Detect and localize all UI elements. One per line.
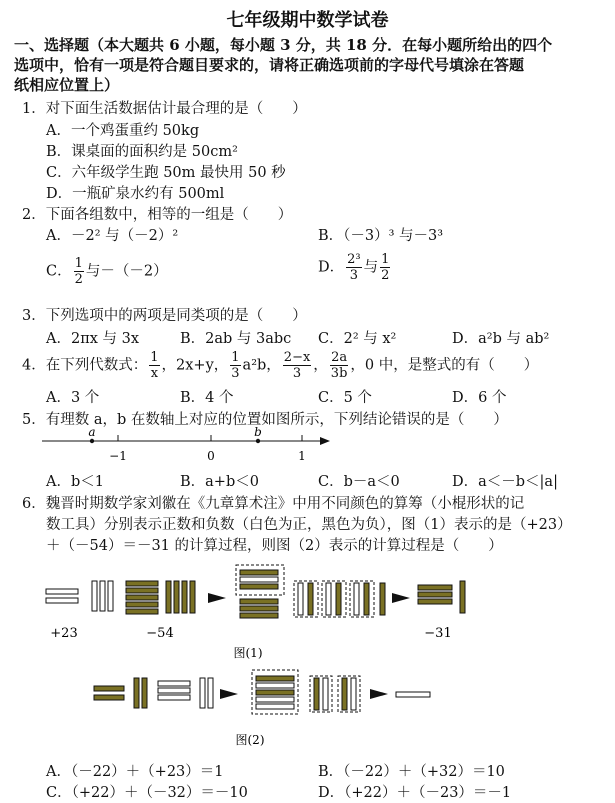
fig2-caption: 图(2) [235, 733, 265, 747]
q2-stem: 2．下面各组数中，相等的一组是（ ） [22, 207, 293, 223]
q4-term5: $\frac{2a}{3b}$ [330, 350, 348, 381]
q5-stem: 5．有理数 a，b 在数轴上对应的位置如图所示，下列结论错误的是（ ） [22, 412, 508, 428]
section-heading-line1: 一、选择题（本大题共 6 小题，每小题 3 分，共 18 分．在每小题所给出的四个 [14, 36, 553, 54]
q3-stem: 3．下列选项中的两项是同类项的是（ ） [22, 308, 307, 324]
q4-option-c: C．5 个 [318, 390, 372, 406]
axis-tick-1: 1 [298, 449, 306, 463]
q2-d-label: D． [318, 259, 345, 276]
figure-1-counting-rods [40, 555, 560, 665]
q2-c-fraction: $\frac{1}{2}$ [74, 256, 83, 287]
q5-option-b: B．a+b＜0 [180, 474, 259, 490]
q2-option-c [46, 256, 168, 287]
figure-2-counting-rods [40, 668, 560, 754]
q3-option-c: C．2² 与 x² [318, 331, 397, 347]
fig1-label-plus23: +23 [50, 626, 78, 641]
fig1-label-minus31: −31 [424, 626, 452, 641]
page-title: 七年级期中数学试卷 [226, 10, 389, 31]
q4-option-a: A．3 个 [46, 390, 100, 406]
arrow-icon [370, 689, 388, 699]
q4-term3: $\frac{1}{3}$ [231, 350, 240, 381]
q6-option-b: B．（－22）＋（+32）＝10 [318, 764, 505, 780]
q5-option-d: D．a＜－b＜|a| [452, 474, 558, 490]
q2-option-b: B．（－3）³ 与－3³ [318, 228, 444, 244]
number-line [40, 426, 340, 468]
q2-option-d: D． $\frac{\text{2³}}{3}$ 与 $\frac{1}{2}$ [318, 252, 390, 283]
q3-option-d: D．a²b 与 ab² [452, 331, 550, 347]
fig1-caption: 图(1) [233, 646, 263, 660]
q1-option-c: C．六年级学生跑 50m 最快用 50 秒 [46, 165, 286, 181]
section-heading-line3: 纸相应位置上） [14, 76, 120, 94]
q5-option-a: A．b＜1 [46, 474, 104, 490]
q2-d-fraction2: $\frac{1}{2}$ [381, 252, 390, 283]
q6-line2: 数工具）分别表示正数和负数（白色为正，黑色为负），图（1）表示的是（+23） [46, 517, 572, 533]
q1-stem: 1．对下面生活数据估计最合理的是（ ） [22, 101, 307, 117]
axis-tick-minus1: −1 [109, 449, 127, 463]
q1-option-d: D．一瓶矿泉水约有 500ml [46, 186, 225, 202]
q6-option-a: A．（－22）＋（+23）＝1 [46, 764, 224, 780]
q2-c-text: 与－（－2） [85, 263, 168, 280]
q1-option-b: B．课桌面的面积约是 50cm² [46, 144, 238, 160]
q2-d-fraction1: $\frac{\text{2³}}{3}$ [347, 252, 361, 283]
q6-line1: 6．魏晋时期数学家刘徽在《九章算术注》中用不同颜色的算筹（小棍形状的记 [22, 496, 525, 512]
axis-tick-0: 0 [207, 449, 215, 463]
q3-option-b: B．2ab 与 3abc [180, 331, 292, 347]
q4-stem: 4．在下列代数式： $\frac{1}{x}$ ，2x+y， $\frac{1}{3}$ a²b， $\frac{2-x}{3}$ ， $\frac{2a}{3b}$ ，0 中，是整式的有（ ） [22, 350, 539, 381]
arrow-icon [208, 593, 226, 603]
section-heading-line2: 选项中，恰有一项是符合题目要求的，请将正确选项前的字母代号填涂在答题 [14, 56, 525, 74]
q4-term4: $\frac{2-x}{3}$ [283, 350, 311, 381]
arrow-icon [392, 593, 410, 603]
q6-line3: ＋（－54）＝－31 的计算过程，则图（2）表示的计算过程是（ ） [46, 538, 503, 554]
q3-option-a: A．2πx 与 3x [46, 331, 140, 347]
axis-label-b: b [254, 426, 262, 439]
q6-option-d: D．（+22）＋（－23）＝－1 [318, 785, 512, 801]
q2-option-a: A．－2² 与（－2）² [46, 228, 179, 244]
axis-label-a: a [88, 426, 96, 439]
q2-c-label: C． [46, 263, 72, 280]
q4-option-b: B．4 个 [180, 390, 234, 406]
q1-option-a: A．一个鸡蛋重约 50kg [46, 123, 200, 139]
q4-term1: $\frac{1}{x}$ [150, 350, 159, 381]
q6-option-c: C．（+22）＋（－32）＝－10 [46, 785, 248, 801]
q5-option-c: C．b－a＜0 [318, 474, 400, 490]
arrow-icon [220, 689, 238, 699]
q4-option-d: D．6 个 [452, 390, 507, 406]
fig1-label-minus54: −54 [146, 626, 174, 641]
